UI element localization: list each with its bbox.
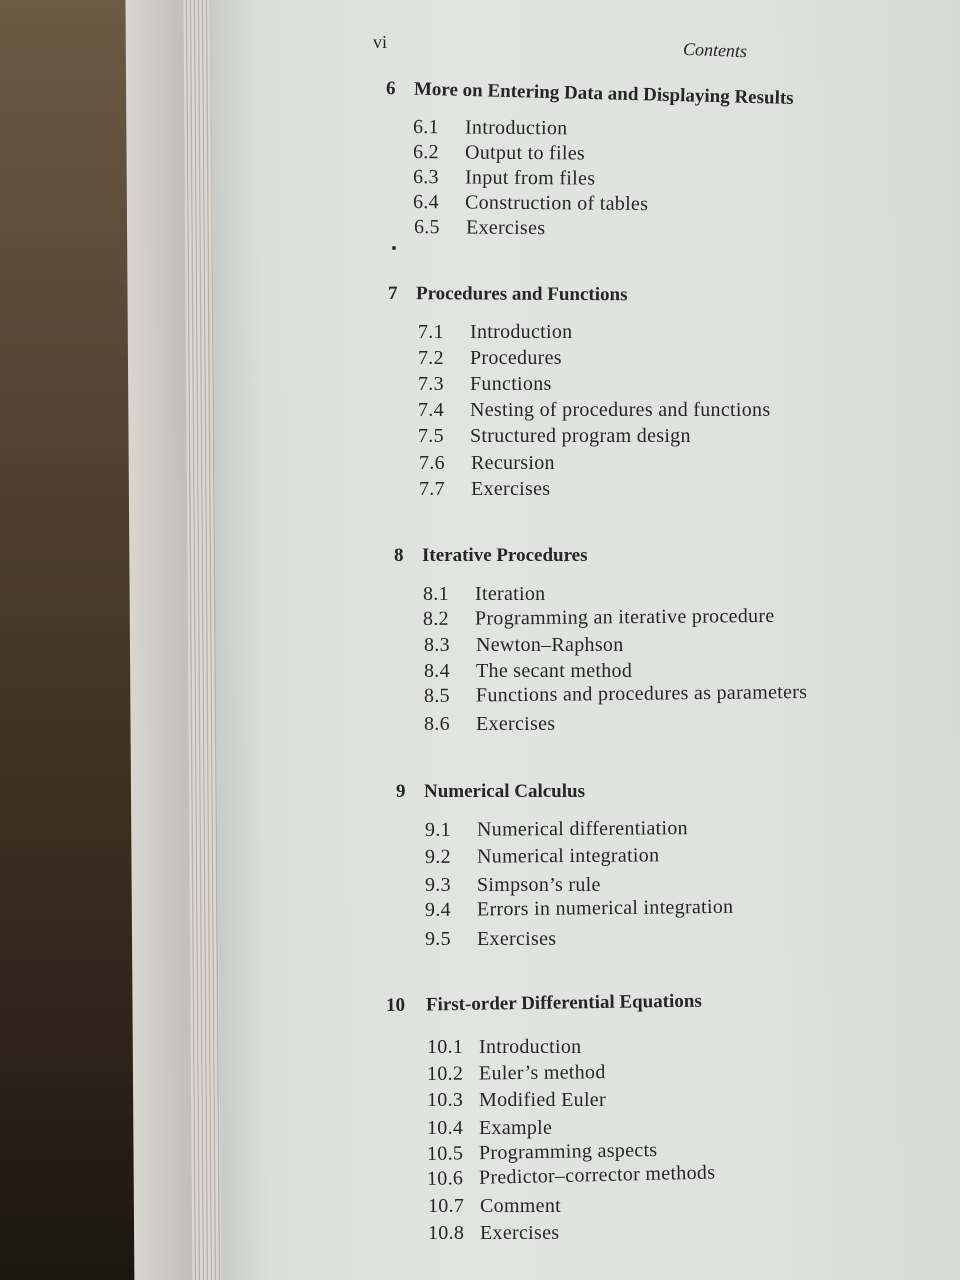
- chapter-number: 9: [396, 781, 406, 802]
- section-number: 9.2: [424, 845, 451, 868]
- section-title: Programming aspects: [478, 1138, 658, 1165]
- section-title: Exercises: [480, 1222, 560, 1244]
- section-title: Exercises: [471, 478, 551, 500]
- section-row: [419, 452, 555, 475]
- section-number: 10.8: [428, 1222, 465, 1244]
- section-row: [418, 321, 572, 344]
- section-number: 6.4: [412, 191, 440, 214]
- running-head: Contents: [682, 38, 748, 62]
- section-number: 8.6: [424, 713, 450, 735]
- section-title: Output to files: [464, 141, 586, 165]
- section-row: [427, 1036, 581, 1059]
- section-number: 9.4: [424, 898, 452, 921]
- section-title: Comment: [480, 1195, 561, 1217]
- section-row: [414, 216, 546, 240]
- section-number: 7.3: [418, 373, 444, 395]
- section-number: 10.7: [428, 1195, 465, 1217]
- section-title: Programming an iterative procedure: [474, 604, 775, 630]
- section-title: Procedures: [470, 347, 562, 369]
- section-number: 10.2: [426, 1062, 464, 1085]
- chapter-heading: [386, 78, 794, 110]
- chapter-title: Procedures and Functions: [415, 283, 628, 306]
- section-title: Introduction: [470, 321, 573, 343]
- section-title: Recursion: [471, 452, 555, 474]
- section-row: [427, 1061, 606, 1086]
- chapter-heading: [396, 781, 585, 803]
- section-title: Errors in numerical integration: [476, 895, 734, 921]
- section-number: 9.1: [424, 818, 451, 841]
- section-number: 7.4: [418, 399, 444, 421]
- section-number: 10.5: [426, 1142, 464, 1165]
- section-number: 10.6: [426, 1167, 464, 1190]
- section-number: 9.5: [425, 928, 451, 950]
- section-title: Functions: [470, 373, 552, 395]
- chapter-number: 10: [385, 994, 406, 1016]
- section-row: [418, 373, 552, 396]
- section-number: 6.5: [413, 216, 441, 239]
- chapter-heading: [394, 545, 588, 567]
- chapter-title: Numerical Calculus: [424, 781, 585, 802]
- section-title: Exercises: [476, 713, 556, 735]
- section-number: 8.4: [424, 660, 450, 682]
- section-row: [424, 713, 555, 736]
- section-row: [413, 166, 596, 191]
- section-number: 6.3: [412, 166, 440, 189]
- section-title: Input from files: [464, 166, 596, 190]
- section-number: 9.3: [425, 874, 451, 896]
- section-row: [413, 191, 648, 216]
- section-row: [418, 399, 770, 422]
- section-row: [427, 1089, 606, 1112]
- section-row: [428, 1195, 561, 1218]
- section-number: 7.5: [418, 425, 444, 447]
- section-row: [425, 844, 660, 869]
- chapter-heading: [386, 991, 702, 1017]
- section-row: [425, 874, 601, 897]
- section-title: Example: [479, 1117, 553, 1139]
- section-number: 7.2: [418, 347, 444, 369]
- section-title: Nesting of procedures and functions: [470, 399, 771, 421]
- chapter-title: Iterative Procedures: [422, 545, 588, 566]
- section-number: 8.3: [424, 634, 450, 656]
- section-number: 10.4: [427, 1117, 464, 1139]
- section-row: [424, 681, 808, 708]
- stray-ink-mark: [392, 246, 396, 250]
- section-title: Modified Euler: [479, 1089, 606, 1111]
- section-title: Introduction: [479, 1036, 582, 1058]
- section-title: Numerical differentiation: [476, 817, 689, 841]
- section-number: 7.6: [419, 452, 445, 474]
- section-title: Newton–Raphson: [476, 634, 624, 656]
- section-row: [413, 141, 585, 166]
- section-row: [427, 1117, 552, 1140]
- section-title: Numerical integration: [476, 844, 660, 868]
- section-row: [425, 817, 688, 842]
- section-row: [424, 660, 632, 683]
- section-row: [418, 425, 691, 448]
- section-title: Functions and procedures as parameters: [475, 680, 808, 707]
- section-row: [427, 1139, 658, 1166]
- section-title: Introduction: [464, 116, 568, 140]
- section-number: 8.2: [422, 607, 449, 630]
- section-row: [413, 116, 568, 140]
- section-row: [418, 347, 562, 370]
- section-number: 10.1: [427, 1036, 464, 1058]
- section-row: [419, 478, 550, 501]
- section-title: Euler’s method: [478, 1061, 606, 1085]
- section-number: 7.1: [418, 321, 444, 343]
- page-folio: vi: [373, 32, 388, 52]
- section-title: Predictor–corrector methods: [478, 1161, 716, 1189]
- section-title: Exercises: [465, 216, 546, 240]
- section-title: The secant method: [476, 660, 633, 682]
- section-number: 7.7: [419, 478, 445, 500]
- section-row: [425, 928, 556, 951]
- section-row: [424, 634, 624, 657]
- section-row: [423, 605, 775, 631]
- section-title: Simpson’s rule: [477, 874, 601, 896]
- chapter-number: 8: [394, 545, 404, 566]
- section-number: 8.5: [423, 684, 451, 707]
- section-row: [423, 583, 545, 606]
- chapter-heading: [388, 283, 628, 306]
- section-row: [428, 1222, 559, 1245]
- chapter-number: 6: [385, 78, 396, 100]
- chapter-title: More on Entering Data and Displaying Results: [413, 78, 794, 109]
- section-number: 8.1: [423, 583, 449, 605]
- section-number: 6.2: [412, 141, 440, 164]
- section-title: Iteration: [475, 583, 546, 605]
- section-title: Exercises: [477, 928, 557, 950]
- chapter-title: First-order Differential Equations: [425, 990, 702, 1016]
- section-title: Structured program design: [470, 425, 691, 447]
- section-number: 6.1: [412, 116, 440, 139]
- section-title: Construction of tables: [464, 191, 649, 216]
- section-row: [427, 1161, 716, 1191]
- chapter-number: 7: [387, 283, 398, 305]
- section-number: 10.3: [427, 1089, 464, 1111]
- section-row: [425, 896, 734, 922]
